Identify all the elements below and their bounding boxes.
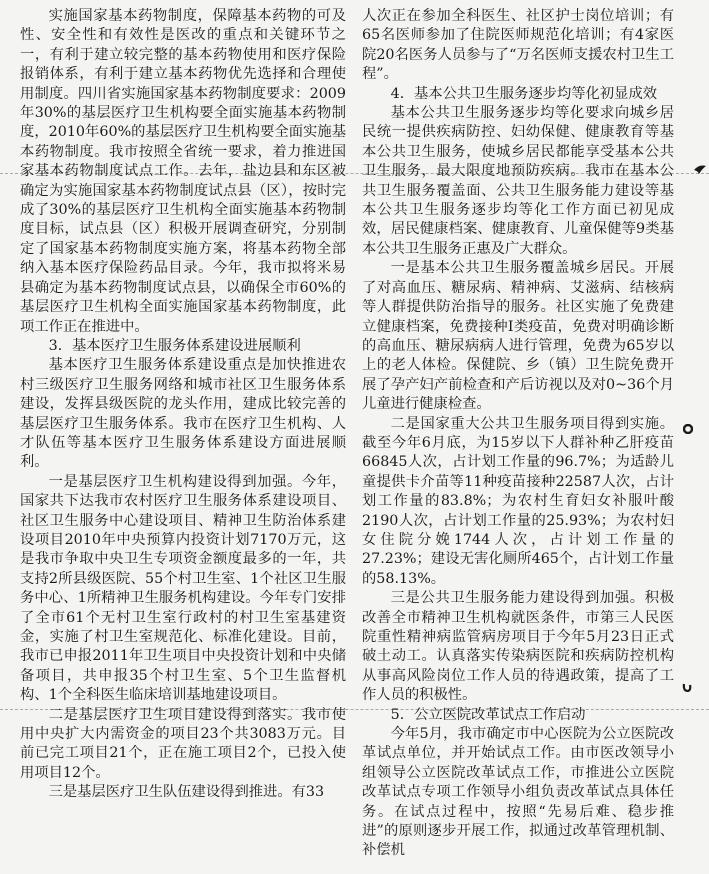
paragraph: 一是基层医疗卫生机构建设得到加强。今年，国家共下达我市农村医疗卫生服务体系建设项目、社区卫生服务中心建设项目、精神卫生防治体系建设项目2010年中央预算内投资计划7170万元，这是我市争取中央卫生专项资金额度最多的一年，共支持2所县级医院、55个村卫生室、1个社区卫生服务中心、1所精神卫生服务机构建设。今年专门安排了全市61个无村卫生室行政村的村卫生室基建资金，实施了村卫生室规范化、标准化建设。目前，我市已申报2011年卫生项目中央投资计划和中央储备项目，共申报35个村卫生室、5个卫生监督机构、1个全科医生临床培训基地建设项目。 [20,473,346,704]
binding-hole-mark-icon [682,682,692,692]
paragraph: 今年5月，我市确定市中心医院为公立医院改革试点单位，并开始试点工作。由市医改领导小组领导公立医院改革试点工作，市推进公立医院改革试点专项工作领导小组负责改革试点具体任务。在试点过程中，按照“先易后难、稳步推进”的原则逐步开展工作，拟通过改革管理机制、补偿机 [362,726,674,859]
section-heading: 3．基本医疗卫生服务体系建设进展顺利 [48,337,301,354]
right-column [362,7,674,861]
paragraph: 实施国家基本药物制度，保障基本药物的可及性、安全性和有效性是医改的重点和关键环节之一，有利于建立较完整的基本药物使用和医疗保险报销体系，有利于建立基本药物优先选择和合理使用制度。四川省实施国家基本药物制度要求：2009年30%的基层医疗卫生机构要全面实施基本药物制度，2010年60%的基层医疗卫生机构要全面实施基本药物制度。我市按照全省统一要求，着力推进国家基本药物制度试点工作。去年，盐边县和东区被确定为实施国家基本药物制度试点县（区），按时完成了30%的基层医疗卫生机构全面实施基本药物制度目标，试点县（区）积极开展调查研究，分别制定了国家基本药物制度实施方案，将基本药物全部纳入基本医疗保险药品目录。今年，我市拟将米易县确定为基本药物制度试点县，以确保全市60%的基层医疗卫生机构全面实施国家基本药物制度，此项工作正在推进中。 [20,8,346,335]
left-column [20,7,346,803]
paragraph: 基本医疗卫生服务体系建设重点是加快推进农村三级医疗卫生服务网络和城市社区卫生服务体系建设，发挥县级医院的龙头作用，建成比较完善的基层医疗卫生服务体系。我市在医疗卫生机构、人才队伍等基本医疗卫生服务体系建设方面进展顺利。 [20,357,346,471]
paragraph-continued: 人次正在参加全科医生、社区护士岗位培训；有65名医师参加了住院医师规范化培训；有4家医院20名医务人员参与了“万名医师支援农村卫生工程”。 [362,8,674,83]
binding-hole-mark-icon [693,163,707,175]
paragraph: 三是基层医疗卫生队伍建设得到推进。有33 [48,784,325,801]
paragraph: 基本公共卫生服务逐步均等化要求向城乡居民统一提供疾病防控、妇幼保健、健康教育等基本公共卫生服务，使城乡居民都能享受基本公共卫生服务，最大限度地预防疾病。我市在基本公共卫生服务覆盖面、公共卫生服务能力建设等基本公共卫生服务逐步均等化工作方面已初见成效，居民健康档案、健康教育、儿童保健等9类基本公共卫生服务正惠及广大群众。 [362,105,674,257]
paragraph: 二是基层医疗卫生项目建设得到落实。我市使用中央扩大内需资金的项目23个共3083万元。目前已完工项目21个，正在施工项目2个，已投入使用项目12个。 [20,706,346,781]
binding-hole-mark-icon [683,424,693,434]
paragraph: 一是基本公共卫生服务覆盖城乡居民。开展了对高血压、糖尿病、精神病、艾滋病、结核病等人群提供防治指导的服务。社区实施了免费建立健康档案，免费接种Ⅰ类疫苗，免费对明确诊断的高血压、糖尿病病人进行管理，免费为65岁以上的老人体检。保健院、乡（镇）卫生院免费开展了孕产妇产前检查和产后访视以及对0~36个月儿童进行健康检查。 [362,260,674,413]
section-heading: 4．基本公共卫生服务逐步均等化初显成效 [390,85,658,102]
paragraph: 三是公共卫生服务能力建设得到加强。积极改善全市精神卫生机构就医条件，市第三人民医院重性精神病监管病房项目于今年5月23日正式破土动工。认真落实传染病医院和疾病防控机构从事高风险岗位工作人员的待遇政策，提高了工作人员的积极性。 [362,590,674,704]
section-heading: 5．公立医院改革试点工作启动 [390,706,586,723]
paragraph: 二是国家重大公共卫生服务项目得到实施。截至今年6月底，为15岁以下人群补种乙肝疫苗66845人次，占计划工作量的96.7%；为适龄儿童提供卡介苗等11种疫苗接种22587人次，占计划工作量的83.8%；为农村生育妇女补服叶酸2190人次，占计划工作量的25.93%；为农村妇女住院分娩1744人次，占计划工作量的27.23%；建设无害化厕所465个，占计划工作量的58.13%。 [362,415,674,587]
